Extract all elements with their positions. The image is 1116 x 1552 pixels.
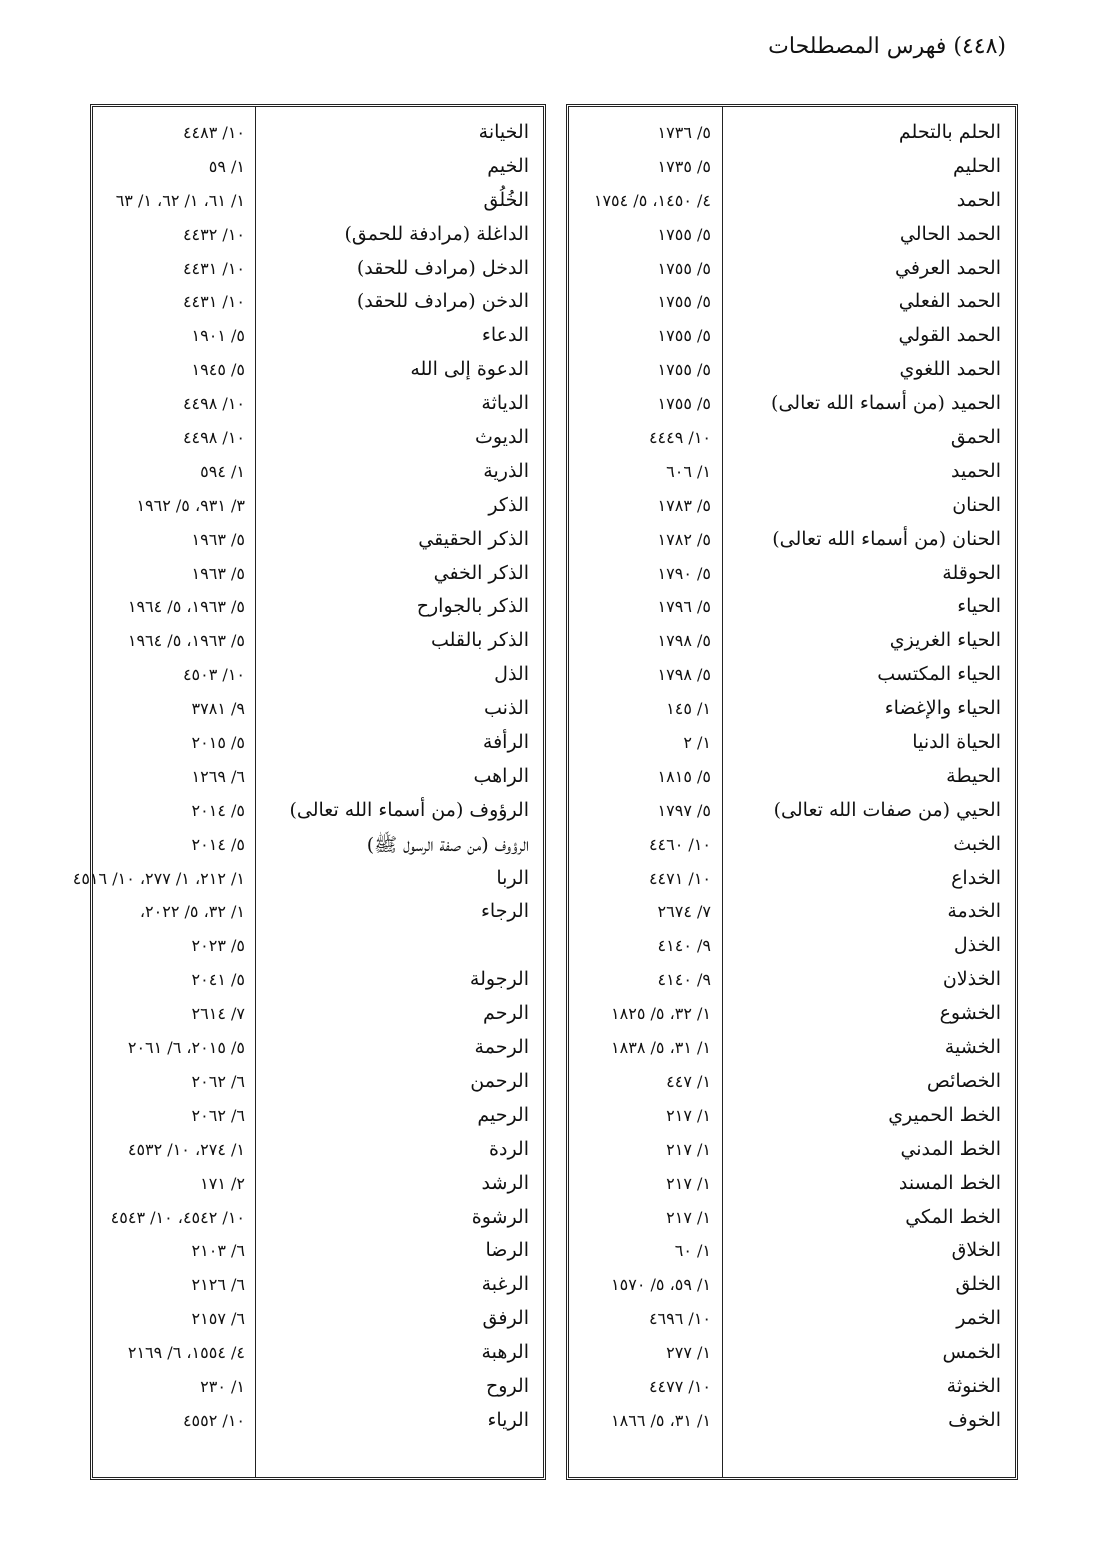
index-reference: ٦/ ٢١٥٧ bbox=[191, 1309, 245, 1329]
index-reference: ١٠/ ٤٤٧١ bbox=[648, 868, 711, 888]
index-reference: ١/ ١٤٥ bbox=[666, 699, 711, 719]
index-reference: ١/ ٣٢، ٥/ ١٨٢٥ bbox=[611, 1004, 711, 1024]
index-reference: ٥/ ١٩٤٥ bbox=[191, 360, 245, 380]
index-reference: ٦/ ١٢٦٩ bbox=[191, 766, 245, 786]
index-reference: ٥/ ٢٠١٤ bbox=[191, 800, 245, 820]
index-term: الخصائص bbox=[926, 1069, 1001, 1092]
index-reference: ٥/ ١٧٥٥ bbox=[657, 360, 711, 380]
index-term: الخنوثة bbox=[946, 1374, 1001, 1397]
index-rows-left bbox=[72, 117, 543, 1439]
index-entry bbox=[569, 1269, 1015, 1303]
index-entry bbox=[569, 1303, 1015, 1337]
index-entry bbox=[569, 286, 1015, 320]
index-reference: ٥/ ١٩٠١ bbox=[191, 326, 245, 346]
index-rows-right bbox=[569, 117, 1015, 1439]
index-entry bbox=[93, 151, 543, 185]
index-entry bbox=[93, 1269, 543, 1303]
index-table-right bbox=[566, 104, 1018, 1480]
index-term: الرياء bbox=[487, 1408, 529, 1431]
index-term: الرضا bbox=[485, 1239, 529, 1262]
index-entry bbox=[569, 1202, 1015, 1236]
index-term: الحنان (من أسماء الله تعالى) bbox=[772, 527, 1001, 550]
index-reference: ٥/ ١٧٥٥ bbox=[657, 394, 711, 414]
index-term: الحمد bbox=[956, 188, 1001, 211]
index-term: الذكر الحقيقي bbox=[418, 527, 529, 550]
index-term: الداغلة (مرادفة للحمق) bbox=[344, 222, 529, 245]
index-reference: ٦/ ٢٠٦٢ bbox=[191, 1071, 245, 1091]
index-entry bbox=[569, 1371, 1015, 1405]
index-reference: ١٠/ ٤٤٣٢ bbox=[182, 224, 245, 244]
index-reference: ٧/ ٢٦٧٤ bbox=[657, 902, 711, 922]
index-entry bbox=[569, 863, 1015, 897]
index-entry bbox=[569, 185, 1015, 219]
index-reference: ٥/ ١٩٦٣، ٥/ ١٩٦٤ bbox=[127, 597, 245, 617]
index-term: الديوث bbox=[474, 426, 529, 449]
index-entry bbox=[569, 1168, 1015, 1202]
index-term: الحياء الغريزي bbox=[889, 629, 1001, 652]
index-term: الرهبة bbox=[481, 1341, 529, 1364]
index-entry bbox=[93, 185, 543, 219]
page-header: (٤٤٨) فهرس المصطلحات bbox=[768, 34, 1006, 59]
index-term: الذنب bbox=[484, 697, 529, 720]
index-entry bbox=[93, 490, 543, 524]
index-term: الحوقلة bbox=[942, 561, 1001, 584]
index-term: الرفق bbox=[482, 1307, 529, 1330]
index-entry bbox=[569, 151, 1015, 185]
index-term: الرجاء bbox=[480, 900, 529, 923]
index-term: الحمد الحالي bbox=[899, 222, 1001, 245]
index-term: الخدمة bbox=[947, 900, 1001, 923]
index-reference: ١٠/ ٤٤٩٨ bbox=[182, 428, 245, 448]
index-entry bbox=[569, 219, 1015, 253]
index-reference: ١/ ٢١٧ bbox=[666, 1173, 711, 1193]
index-reference: ٥/ ١٧٣٦ bbox=[657, 123, 711, 142]
index-reference: ١/ ٦٠ bbox=[674, 1241, 711, 1261]
index-reference: ٥/ ١٧٩٧ bbox=[657, 800, 711, 820]
index-reference: ٥/ ١٧٥٥ bbox=[657, 326, 711, 346]
index-entry bbox=[93, 727, 543, 761]
index-reference: ١/ ٥٩٤ bbox=[200, 461, 245, 481]
index-entry bbox=[569, 1100, 1015, 1134]
index-reference: ٥/ ١٩٦٣، ٥/ ١٩٦٤ bbox=[127, 631, 245, 651]
index-term: الذكر بالقلب bbox=[430, 629, 529, 652]
index-reference: ٥/ ١٧٥٥ bbox=[657, 258, 711, 278]
index-reference: ٥/ ١٧٨٢ bbox=[657, 529, 711, 549]
index-entry bbox=[569, 1134, 1015, 1168]
index-term: الخُلُق bbox=[483, 188, 529, 211]
index-term: الخط المكي bbox=[905, 1205, 1001, 1228]
index-entry bbox=[569, 998, 1015, 1032]
index-reference: ٥/ ١٩٦٣ bbox=[191, 563, 245, 583]
index-table-left bbox=[72, 104, 546, 1480]
index-entry bbox=[93, 930, 543, 964]
index-entry bbox=[93, 253, 543, 287]
index-entry bbox=[569, 727, 1015, 761]
index-reference: ١/ ٢٧٧ bbox=[666, 1343, 711, 1363]
index-entry bbox=[569, 1066, 1015, 1100]
index-entry bbox=[569, 1337, 1015, 1371]
index-entry bbox=[569, 388, 1015, 422]
index-term: الذكر bbox=[488, 493, 529, 516]
index-term: الحليم bbox=[952, 154, 1001, 177]
index-entry bbox=[569, 930, 1015, 964]
index-reference: ٦/ ٢١٢٦ bbox=[191, 1275, 245, 1295]
index-reference: ٥/ ٢٠٢٣ bbox=[191, 936, 245, 956]
index-reference: ١٠/ ٤٤٤٩ bbox=[648, 428, 711, 448]
index-entry bbox=[93, 388, 543, 422]
index-reference: ٥/ ١٧٣٥ bbox=[657, 156, 711, 176]
index-reference: ٧/ ٢٦١٤ bbox=[191, 1004, 245, 1024]
index-reference: ٥/ ١٨١٥ bbox=[657, 766, 711, 786]
index-term: الخط المسند bbox=[898, 1171, 1001, 1194]
index-reference: ١/ ٦٠٦ bbox=[666, 461, 711, 481]
index-entry bbox=[72, 863, 543, 897]
index-entry bbox=[93, 896, 543, 930]
index-reference: ٥/ ١٧٩٨ bbox=[657, 631, 711, 651]
index-term: الحمد الفعلي bbox=[898, 290, 1001, 313]
index-term: الحياء المكتسب bbox=[877, 663, 1001, 686]
index-reference: ١/ ٣٢، ٥/ ٢٠٢٢، bbox=[139, 902, 245, 922]
index-entry bbox=[93, 591, 543, 625]
index-entry bbox=[93, 1168, 543, 1202]
index-term: الرأفة bbox=[482, 731, 529, 754]
index-entry bbox=[93, 286, 543, 320]
index-term: الرشوة bbox=[471, 1205, 529, 1228]
index-reference: ٢/ ١٧١ bbox=[200, 1173, 245, 1193]
index-reference: ٤/ ١٥٥٤، ٦/ ٢١٦٩ bbox=[127, 1343, 245, 1363]
index-term: الخط المدني bbox=[900, 1137, 1001, 1160]
index-reference: ٦/ ٢٠٦٢ bbox=[191, 1105, 245, 1125]
index-term: الخذل bbox=[953, 934, 1001, 957]
index-reference: ١٠/ ٤٤٩٨ bbox=[182, 394, 245, 414]
index-term: الحمد اللغوي bbox=[899, 358, 1001, 381]
index-reference: ١٠/ ٤٥٤٢، ١٠/ ٤٥٤٣ bbox=[110, 1207, 245, 1227]
index-reference: ٥/ ١٧٥٥ bbox=[657, 224, 711, 244]
index-entry bbox=[569, 490, 1015, 524]
index-entry bbox=[93, 829, 543, 863]
index-term: الخشية bbox=[944, 1036, 1001, 1059]
index-term: الخبث bbox=[953, 832, 1001, 855]
index-reference: ٩/ ٣٧٨١ bbox=[191, 699, 245, 719]
index-entry bbox=[569, 524, 1015, 558]
index-entry bbox=[569, 320, 1015, 354]
index-term: الحيي (من صفات الله تعالى) bbox=[773, 798, 1001, 821]
index-entry bbox=[93, 795, 543, 829]
index-term: الذل bbox=[494, 663, 529, 686]
index-entry bbox=[93, 558, 543, 592]
index-reference: ١٠/ ٤٥٠٣ bbox=[182, 665, 245, 685]
index-reference: ٤/ ١٤٥٠، ٥/ ١٧٥٤ bbox=[593, 190, 711, 210]
index-entry bbox=[93, 693, 543, 727]
index-term: الرحم bbox=[483, 1002, 529, 1025]
index-term: الذكر الخفي bbox=[433, 561, 529, 584]
index-term: الرحمة bbox=[474, 1036, 529, 1059]
index-reference: ١/ ٥٩ bbox=[208, 156, 245, 176]
index-entry bbox=[93, 320, 543, 354]
index-reference: ١/ ٢٣٠ bbox=[200, 1376, 245, 1396]
index-entry bbox=[93, 1134, 543, 1168]
index-term: الربا bbox=[496, 866, 529, 889]
index-reference: ١٠/ ٤٤٧٧ bbox=[648, 1376, 711, 1396]
index-reference: ٩/ ٤١٤٠ bbox=[657, 970, 711, 990]
index-entry bbox=[569, 456, 1015, 490]
index-term: الدعوة إلى الله bbox=[410, 358, 529, 381]
index-term: الحيطة bbox=[946, 764, 1001, 787]
index-term: الرشد bbox=[481, 1171, 529, 1194]
index-reference: ٥/ ٢٠٤١ bbox=[191, 970, 245, 990]
index-entry bbox=[93, 1303, 543, 1337]
index-entry bbox=[93, 964, 543, 998]
index-term: الحياء bbox=[957, 595, 1001, 618]
index-term: الرحمن bbox=[470, 1069, 529, 1092]
index-entry bbox=[569, 591, 1015, 625]
index-term: الدعاء bbox=[481, 324, 529, 347]
index-reference: ١/ ٦١، ١/ ٦٢، ١/ ٦٣ bbox=[115, 190, 245, 210]
index-entry bbox=[569, 1235, 1015, 1269]
index-term: الحمد القولي bbox=[898, 324, 1001, 347]
index-term: الحمق bbox=[950, 426, 1001, 449]
index-term: الرؤوف (من صفة الرسول ﷺ) bbox=[366, 833, 529, 856]
index-term: الحياة الدنيا bbox=[912, 731, 1001, 754]
index-entry bbox=[569, 761, 1015, 795]
index-entry bbox=[569, 1032, 1015, 1066]
index-reference: ١٠/ ٤٤٨٣ bbox=[182, 123, 245, 142]
index-term: الحمد العرفي bbox=[895, 256, 1001, 279]
index-entry bbox=[93, 219, 543, 253]
index-entry bbox=[93, 1032, 543, 1066]
index-term: الخط الحميري bbox=[888, 1103, 1001, 1126]
index-reference: ٥/ ١٧٩٠ bbox=[657, 563, 711, 583]
index-reference: ٥/ ١٧٨٣ bbox=[657, 495, 711, 515]
index-reference: ٥/ ١٧٩٦ bbox=[657, 597, 711, 617]
index-entry bbox=[93, 1235, 543, 1269]
index-reference: ٥/ ٢٠١٥ bbox=[191, 733, 245, 753]
index-reference: ٥/ ١٩٦٣ bbox=[191, 529, 245, 549]
index-entry bbox=[93, 354, 543, 388]
index-entry bbox=[569, 625, 1015, 659]
index-reference: ١٠/ ٤٦٩٦ bbox=[648, 1309, 711, 1329]
index-reference: ١/ ٤٤٧ bbox=[666, 1071, 711, 1091]
index-entry bbox=[93, 1337, 543, 1371]
index-term: الدخن (مرادف للحقد) bbox=[356, 290, 529, 313]
index-term: الدخل (مرادف للحقد) bbox=[356, 256, 529, 279]
index-term: الرؤوف (من أسماء الله تعالى) bbox=[289, 798, 529, 821]
index-term: الرغبة bbox=[481, 1273, 529, 1296]
index-reference: ٦/ ٢١٠٣ bbox=[191, 1241, 245, 1261]
index-term: الراهب bbox=[473, 764, 529, 787]
index-reference: ٥/ ١٧٩٨ bbox=[657, 665, 711, 685]
index-term: الرجولة bbox=[469, 968, 529, 991]
index-entry bbox=[93, 761, 543, 795]
index-term: الحميد (من أسماء الله تعالى) bbox=[771, 392, 1001, 415]
index-entry bbox=[93, 1100, 543, 1134]
index-term: الخمر bbox=[956, 1307, 1001, 1330]
index-term: الردة bbox=[489, 1137, 529, 1160]
index-term: الحياء والإغضاء bbox=[884, 697, 1001, 720]
index-reference: ١٠/ ٤٤٣١ bbox=[182, 292, 245, 312]
index-entry bbox=[93, 1202, 543, 1236]
index-term: الروح bbox=[486, 1374, 529, 1397]
index-term: الرحيم bbox=[477, 1103, 529, 1126]
index-entry bbox=[93, 524, 543, 558]
index-reference: ١/ ٢١٧ bbox=[666, 1139, 711, 1159]
index-term: الخشوع bbox=[939, 1002, 1001, 1025]
index-term: الذرية bbox=[483, 459, 529, 482]
index-reference: ٥/ ٢٠١٤ bbox=[191, 834, 245, 854]
index-reference: ١٠/ ٤٤٦٠ bbox=[648, 834, 711, 854]
index-term: الخيانة bbox=[478, 121, 529, 143]
index-reference: ٣/ ٩٣١، ٥/ ١٩٦٢ bbox=[136, 495, 245, 515]
index-entry bbox=[93, 117, 543, 151]
index-entry bbox=[569, 354, 1015, 388]
index-term: الخمس bbox=[942, 1341, 1001, 1364]
index-term: الحلم بالتحلم bbox=[898, 121, 1001, 143]
index-reference: ١٠/ ٤٤٣١ bbox=[182, 258, 245, 278]
index-term: الحنان bbox=[952, 493, 1001, 516]
index-entry bbox=[569, 659, 1015, 693]
index-entry bbox=[569, 117, 1015, 151]
index-entry bbox=[569, 795, 1015, 829]
index-entry bbox=[569, 896, 1015, 930]
index-entry bbox=[93, 659, 543, 693]
index-entry bbox=[93, 1066, 543, 1100]
index-reference: ١/ ٢١٧ bbox=[666, 1105, 711, 1125]
index-entry bbox=[93, 456, 543, 490]
index-term: الذكر بالجوارح bbox=[416, 595, 529, 618]
index-entry bbox=[93, 998, 543, 1032]
index-entry bbox=[569, 558, 1015, 592]
index-entry bbox=[569, 964, 1015, 998]
index-term: الخلاق bbox=[951, 1239, 1001, 1262]
index-entry bbox=[569, 422, 1015, 456]
index-entry bbox=[569, 829, 1015, 863]
index-term: الخلق bbox=[955, 1273, 1001, 1296]
index-reference: ١/ ٢ bbox=[683, 733, 711, 753]
index-reference: ١/ ٢١٢، ١/ ٢٧٧، ١٠/ ٤٥١٦ bbox=[72, 868, 245, 888]
index-entry bbox=[569, 693, 1015, 727]
index-reference: ١/ ٣١، ٥/ ١٨٦٦ bbox=[611, 1410, 711, 1430]
index-reference: ٥/ ١٧٥٥ bbox=[657, 292, 711, 312]
index-reference: ١٠/ ٤٥٥٢ bbox=[182, 1410, 245, 1430]
index-entry bbox=[93, 1405, 543, 1439]
index-reference: ١/ ٥٩، ٥/ ١٥٧٠ bbox=[611, 1275, 711, 1295]
index-reference: ١/ ٣١، ٥/ ١٨٣٨ bbox=[611, 1038, 711, 1058]
index-term: الخذلان bbox=[942, 968, 1001, 991]
index-term: الخوف bbox=[948, 1408, 1001, 1431]
index-entry bbox=[569, 253, 1015, 287]
index-reference: ٥/ ٢٠١٥، ٦/ ٢٠٦١ bbox=[127, 1038, 245, 1058]
index-entry bbox=[93, 625, 543, 659]
index-reference: ٩/ ٤١٤٠ bbox=[657, 936, 711, 956]
index-entry bbox=[569, 1405, 1015, 1439]
index-term: الدياثة bbox=[481, 392, 529, 415]
index-term: الخيم bbox=[487, 154, 529, 177]
index-entry bbox=[93, 422, 543, 456]
index-reference: ١/ ٢٧٤، ١٠/ ٤٥٣٢ bbox=[127, 1139, 245, 1159]
index-term: الحميد bbox=[950, 459, 1001, 482]
index-term: الخداع bbox=[951, 866, 1001, 889]
index-reference: ١/ ٢١٧ bbox=[666, 1207, 711, 1227]
index-entry bbox=[93, 1371, 543, 1405]
